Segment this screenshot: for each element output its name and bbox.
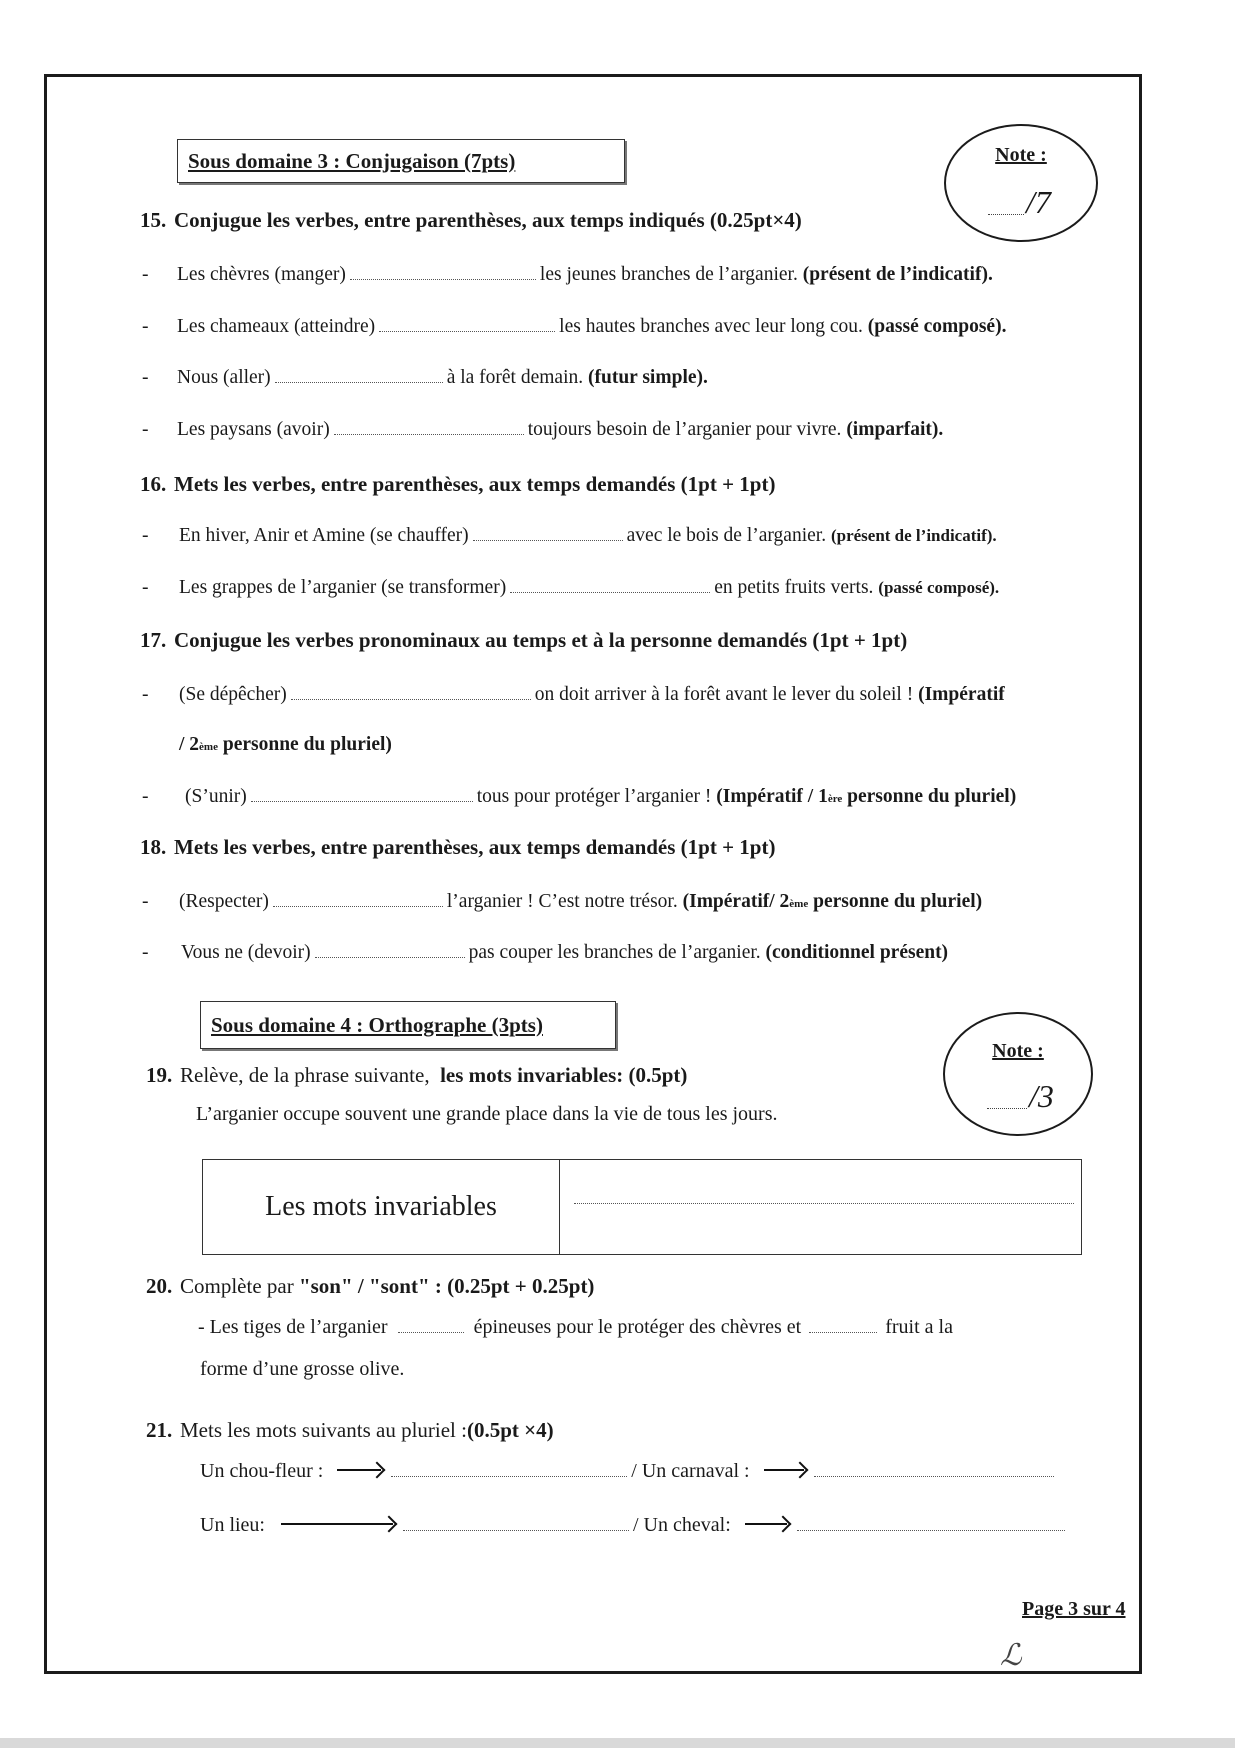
question-16-title: 16. Mets les verbes, entre parenthèses, aux temps demandés (1pt + 1pt) (140, 472, 776, 496)
bullet: - (142, 786, 149, 807)
bullet: - (142, 264, 149, 285)
note-circle-section-4 (943, 1012, 1093, 1136)
bullet: - (142, 367, 149, 388)
answer-blank[interactable] (379, 330, 555, 332)
q16-item-2: Les grappes de l’arganier (se transformer) en petits fruits verts. (passé composé). (179, 577, 1000, 598)
arrow-icon (745, 1523, 787, 1525)
question-18-title: 18. Mets les verbes, entre parenthèses, aux temps demandés (1pt + 1pt) (140, 835, 776, 859)
answer-blank[interactable] (510, 591, 710, 593)
q16-item-1: En hiver, Anir et Amine (se chauffer) avec le bois de l’arganier. (présent de l’indicatif). (179, 525, 997, 546)
question-19-title: 19. Relève, de la phrase suivante, les mots invariables: (0.5pt) (146, 1063, 688, 1087)
arrow-icon (337, 1469, 381, 1471)
q18-item-2: Vous ne (devoir) pas couper les branches de l’arganier. (conditionnel présent) (181, 942, 949, 963)
handwritten-mark: ℒ (1000, 1639, 1022, 1672)
question-21-title: 21. Mets les mots suivants au pluriel :(0.5pt ×4) (146, 1418, 554, 1442)
scan-edge (0, 1738, 1235, 1748)
question-15-title: 15. Conjugue les verbes, entre parenthèses, aux temps indiqués (0.25pt×4) (140, 208, 802, 232)
answer-blank[interactable] (391, 1475, 627, 1477)
answer-cell[interactable] (560, 1160, 1081, 1254)
answer-blank[interactable] (797, 1529, 1065, 1531)
question-17-title: 17. Conjugue les verbes pronominaux au temps et à la personne demandés (1pt + 1pt) (140, 628, 908, 652)
q20-line-2: forme d’une grosse olive. (200, 1358, 405, 1380)
answer-blank[interactable] (315, 956, 465, 958)
invariable-words-table (202, 1159, 1082, 1255)
answer-blank[interactable] (291, 698, 531, 700)
q19-sentence: L’arganier occupe souvent une grande place dans la vie de tous les jours. (196, 1103, 778, 1125)
q17-item-1-tense-continued: / 2 ème personne du pluriel) (179, 734, 392, 755)
answer-blank[interactable] (275, 381, 443, 383)
question-20-title: 20. Complète par "son" / "sont" : (0.25pt + 0.25pt) (146, 1274, 595, 1298)
q18-item-1: (Respecter) l’arganier ! C’est notre trésor. (Impératif/ 2 ème personne du pluriel) (179, 891, 983, 912)
q15-item-4: Les paysans (avoir) toujours besoin de l’arganier pour vivre. (imparfait). (177, 419, 944, 440)
bullet: - (142, 684, 149, 705)
answer-blank[interactable] (251, 800, 473, 802)
bullet: - (142, 577, 149, 598)
bullet: - (142, 316, 149, 337)
answer-blank[interactable] (814, 1475, 1054, 1477)
bullet: - (142, 942, 149, 963)
q17-item-1: (Se dépêcher) on doit arriver à la forêt avant le lever du soleil ! (Impératif (179, 684, 1005, 705)
bullet: - (142, 525, 149, 546)
q17-item-2: (S’unir) tous pour protéger l’arganier ! (Impératif / 1 ère personne du pluriel) (185, 786, 1017, 807)
note-score: /3 (1029, 1078, 1054, 1114)
q21-line-1: Un chou-fleur : / Un carnaval : (200, 1460, 1058, 1483)
bullet: - (142, 419, 149, 440)
answer-blank[interactable] (809, 1331, 877, 1333)
answer-blank[interactable] (574, 1202, 1074, 1204)
arrow-icon (764, 1469, 804, 1471)
section-4-title (200, 1001, 616, 1049)
bullet: - (142, 891, 149, 912)
note-score: /7 (1026, 184, 1051, 220)
answer-blank[interactable] (350, 278, 536, 280)
q15-item-3: Nous (aller) à la forêt demain. (futur simple). (177, 367, 708, 388)
section-4-title-text: Sous domaine 4 : Orthographe (3pts) (211, 1012, 543, 1037)
note-label: Note : (992, 1040, 1044, 1062)
note-blank[interactable] (987, 1108, 1027, 1109)
answer-blank[interactable] (403, 1529, 629, 1531)
answer-blank[interactable] (398, 1331, 464, 1333)
page-number: Page 3 sur 4 (1022, 1598, 1126, 1620)
answer-blank[interactable] (334, 433, 524, 435)
arrow-icon (281, 1523, 393, 1525)
section-3-title (177, 139, 625, 183)
q20-line-1: - Les tiges de l’arganier épineuses pour le protéger des chèvres et fruit a la (198, 1316, 953, 1338)
section-3-title-text: Sous domaine 3 : Conjugaison (7pts) (188, 148, 516, 173)
table-label: Les mots invariables (203, 1160, 560, 1254)
answer-blank[interactable] (473, 539, 623, 541)
answer-blank[interactable] (273, 905, 443, 907)
note-label: Note : (995, 144, 1047, 166)
q21-line-2: Un lieu: / Un cheval: (200, 1514, 1069, 1537)
note-blank (988, 214, 1024, 215)
note-circle-section-3 (944, 124, 1098, 242)
q15-item-1: Les chèvres (manger) les jeunes branches de l’arganier. (présent de l’indicatif). (177, 264, 993, 285)
q15-item-2: Les chameaux (atteindre) les hautes branches avec leur long cou. (passé composé). (177, 316, 1007, 337)
